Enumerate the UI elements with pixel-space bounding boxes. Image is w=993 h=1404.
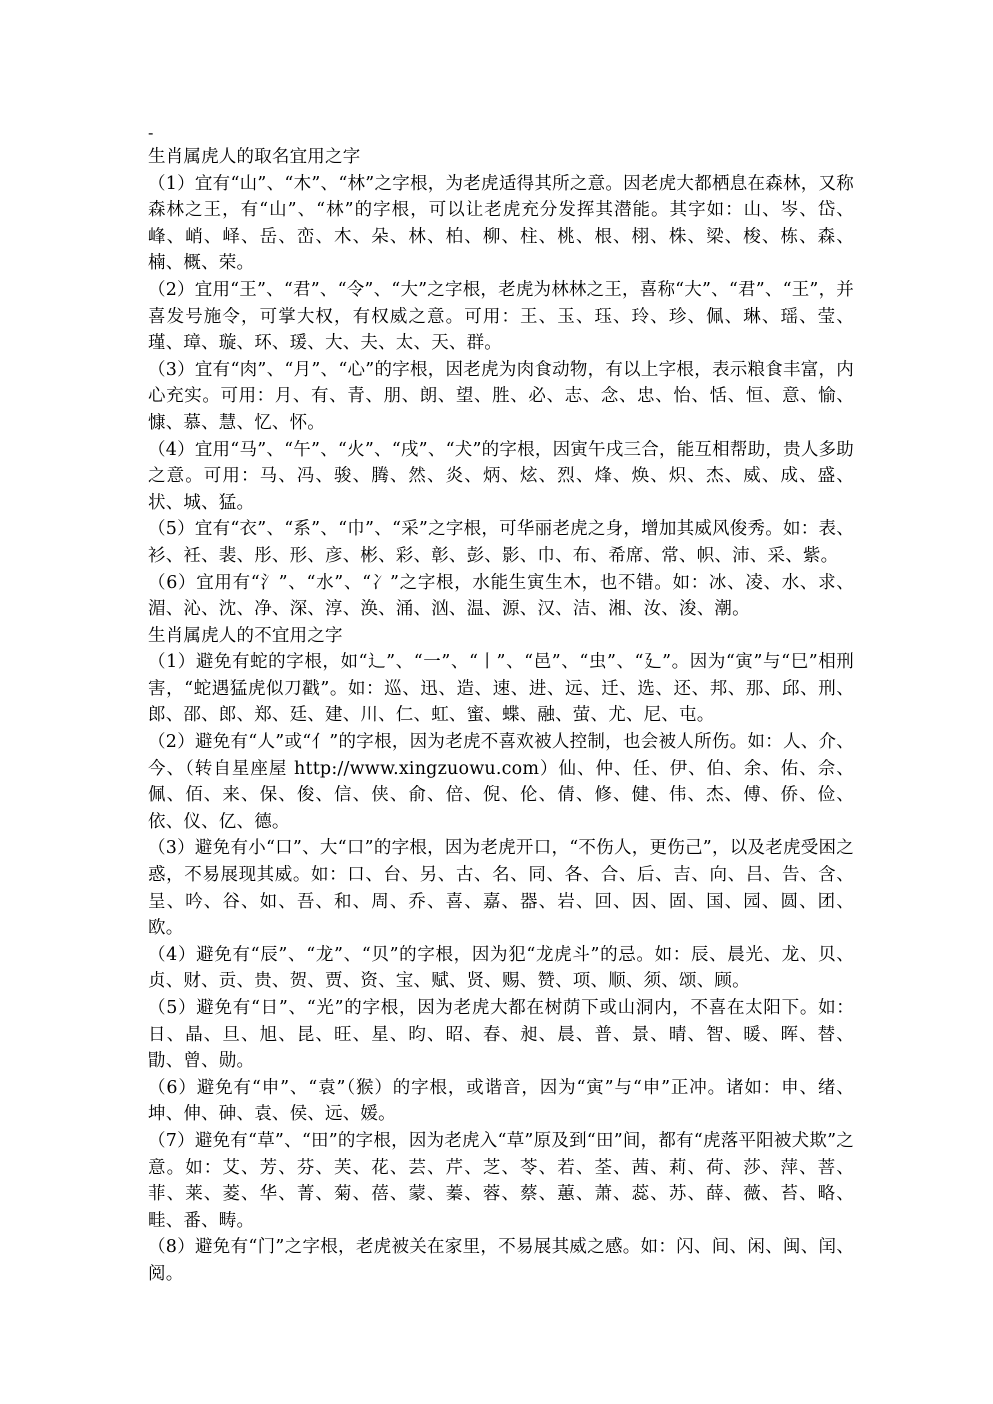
paragraph-suitable-5: （5）宜有“衣”、“系”、“巾”、“采”之字根，可华丽老虎之身，增加其威风俊秀。如：表、衫、衽、裴、彤、形、彦、彬、彩、彰、彭、影、巾、布、希席、常、帜、沛、采、紫。: [148, 519, 854, 566]
paragraph-suitable-1: （1）宜有“山”、“木”、“林”之字根，为老虎适得其所之意。因老虎大都栖息在森林，又称森林之王，有“山”、“林”的字根，可以让老虎充分发挥其潜能。其字如：山、岑、岱、峰、峭、峄、岳、峦、木、朵、林、柏、柳、柱、桃、根、栩、株、梁、梭、栋、森、楠、概、荣。: [148, 173, 854, 274]
paragraph-suitable-4: （4）宜用“马”、“午”、“火”、“戌”、“犬”的字根，因寅午戌三合，能互相帮助，贵人多助之意。可用：马、冯、骏、腾、然、炎、炳、炫、烈、烽、焕、炽、杰、威、成、盛、状、城、猛。: [148, 439, 854, 513]
section-heading-unsuitable: 生肖属虎人的不宜用之字: [148, 625, 343, 646]
page-marker: -: [148, 123, 154, 142]
paragraph-unsuitable-6: （6）避免有“申”、“袁”（猴）的字根，或谐音，因为“寅”与“申”正冲。诸如：申、绪、坤、伸、砷、袁、侯、远、媛。: [148, 1077, 854, 1125]
paragraph-suitable-3: （3）宜有“肉”、“月”、“心”的字根，因老虎为肉食动物，有以上字根，表示粮食丰富，内心充实。可用：月、有、青、朋、朗、望、胜、必、志、念、忠、怡、恬、恒、意、愉、慷、慕、慧、忆、怀。: [148, 359, 854, 433]
paragraph-unsuitable-4: （4）避免有“辰”、“龙”、“贝”的字根，因为犯“龙虎斗”的忌。如：辰、晨光、龙、贝、贞、财、贡、贵、贺、贾、资、宝、赋、贤、赐、赞、项、顺、须、颂、顾。: [148, 944, 854, 992]
paragraph-unsuitable-1: （1）避免有蛇的字根，如“辶”、“一”、“丨”、“邑”、“虫”、“廴”。因为“寅”与“巳”相刑害，“蛇遇猛虎似刀戳”。如：巡、迅、造、速、进、远、迁、选、还、邦、那、邱、刑、郎、邵、郎、郑、廷、建、川、仁、虹、蜜、蝶、融、萤、尤、尼、屯。: [148, 652, 854, 726]
paragraph-suitable-2: （2）宜用“王”、“君”、“令”、“大”之字根，老虎为林林之王，喜称“大”、“君”、“王”，并喜发号施令，可掌大权，有权威之意。可用：王、玉、珏、玲、珍、佩、琳、瑶、莹、瑾、璋、璇、环、瑗、大、夫、太、天、群。: [148, 279, 854, 354]
paragraph-unsuitable-8: （8）避免有“门”之字根，老虎被关在家里，不易展其威之感。如：闪、间、闲、闽、闰、阅。: [148, 1237, 854, 1284]
paragraph-unsuitable-5: （5）避免有“日”、“光”的字根，因为老虎大都在树荫下或山洞内，不喜在太阳下。如：日、晶、旦、旭、昆、旺、星、昀、昭、春、昶、晨、普、景、晴、智、暖、晖、替、勖、曾、勋。: [148, 998, 854, 1072]
paragraph-unsuitable-2: （2）避免有“人”或“亻”的字根，因为老虎不喜欢被人控制，也会被人所伤。如：人、介、今、（转自星座屋 http://www.xingzuowu.com）仙、仲、任、伊、伯、余、佑、佘、佩、佰、来、保、俊、信、侠、俞、倍、倪、伦、倩、修、健、伟、杰、傅、侨、俭、依、仪、亿、德。: [148, 732, 854, 832]
section-heading-suitable: 生肖属虎人的取名宜用之字: [148, 147, 361, 167]
paragraph-unsuitable-3: （3）避免有小“口”、大“口”的字根，因为老虎开口，“不伤人，更伤己”，以及老虎受困之惑，不易展现其威。如：口、台、另、古、名、同、各、合、后、吉、向、吕、告、含、呈、吟、谷、如、吾、和、周、乔、喜、嘉、器、岩、回、因、固、国、园、圆、团、欧。: [148, 838, 854, 939]
paragraph-suitable-6: （6）宜用有“氵”、“水”、“冫”之字根，水能生寅生木，也不错。如：冰、凌、水、求、湄、沁、沈、净、深、淳、涣、涌、汹、温、源、汉、洁、湘、汝、浚、潮。: [148, 572, 854, 620]
paragraph-unsuitable-7: （7）避免有“草”、“田”的字根，因为老虎入“草”原及到“田”间，都有“虎落平阳被犬欺”之意。如：艾、芳、芬、芙、花、芸、芹、芝、苓、若、荃、茜、莉、荷、莎、萍、菩、菲、莱、菱、华、菁、菊、蓓、蒙、蓁、蓉、蔡、蕙、萧、蕊、苏、薛、薇、苔、略、畦、番、畴。: [148, 1130, 854, 1231]
document-body: [148, 122, 854, 1288]
